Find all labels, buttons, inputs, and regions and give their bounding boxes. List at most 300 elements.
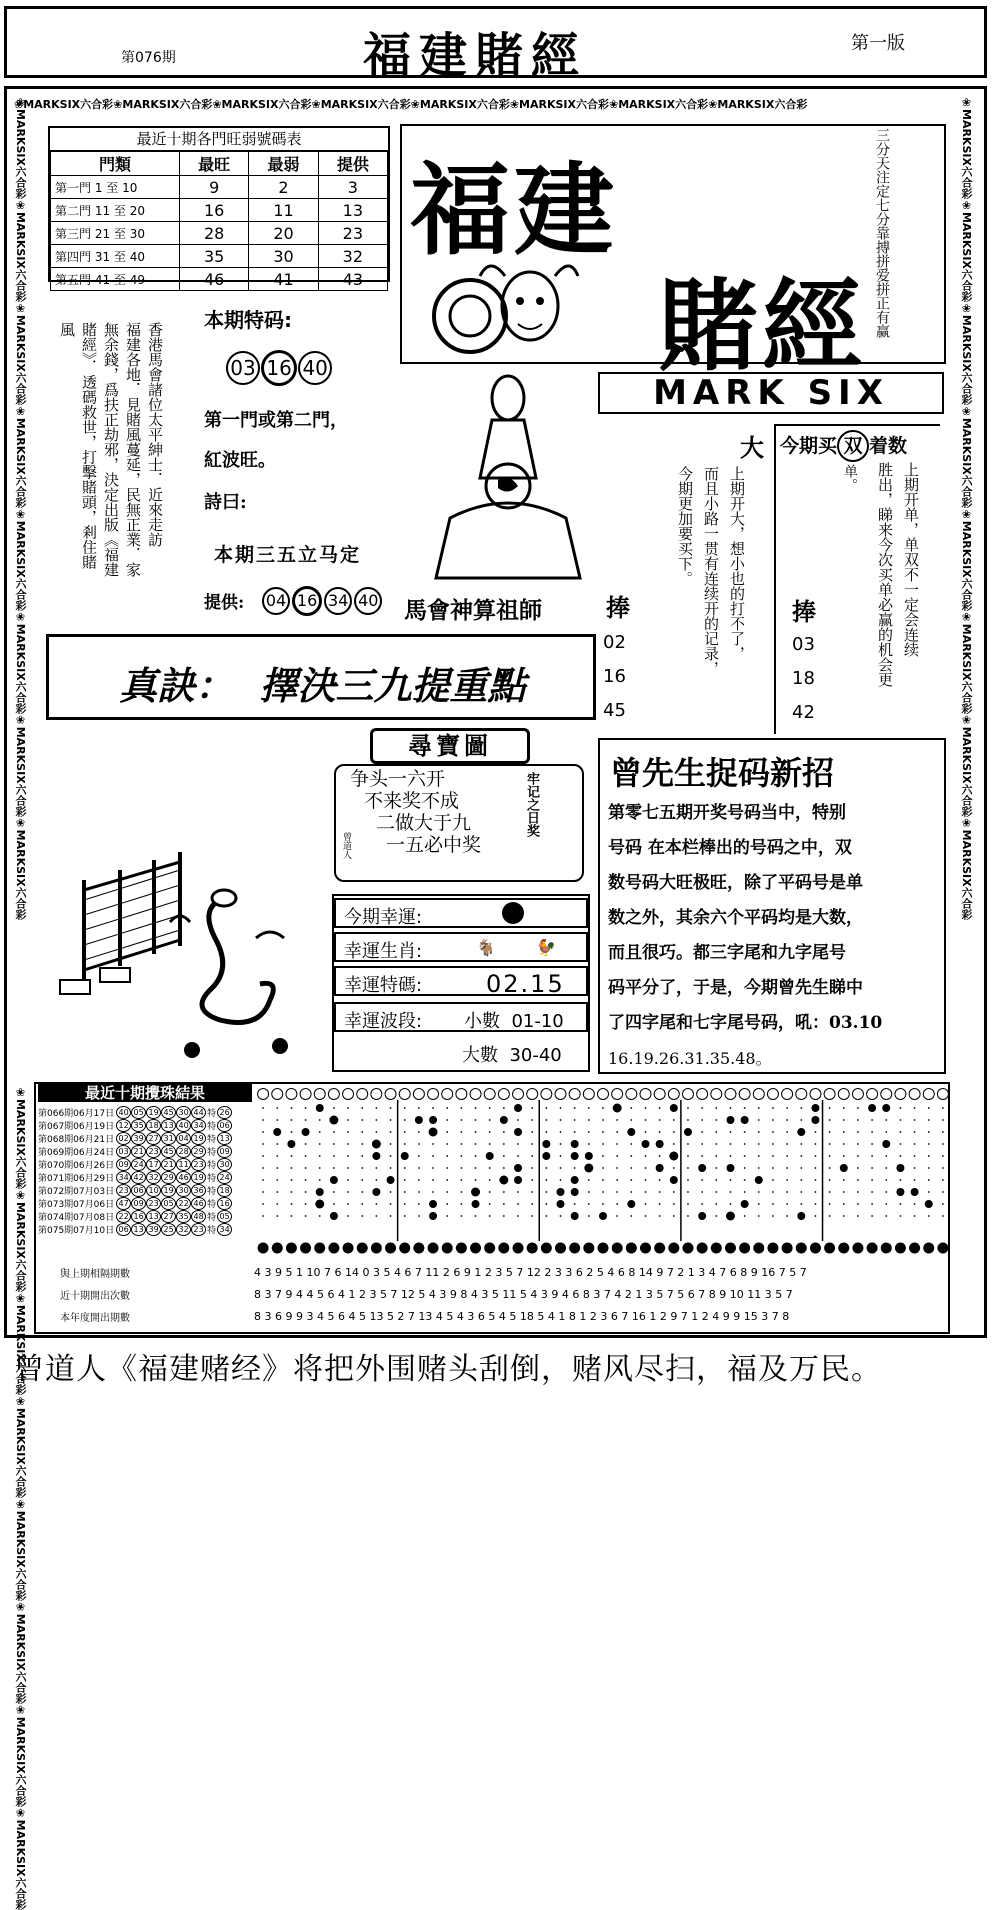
hit-dot — [882, 1140, 890, 1148]
results-table — [38, 1106, 232, 1236]
grid-dot — [857, 1107, 859, 1109]
grid-dot — [914, 1155, 916, 1157]
number-header-circle — [923, 1089, 934, 1100]
result-number: 03 — [116, 1145, 131, 1158]
result-number: 27 — [161, 1210, 176, 1223]
number-footer-circle — [598, 1243, 609, 1254]
grid-dot — [489, 1107, 491, 1109]
grid-dot — [829, 1155, 831, 1157]
grid-dot — [630, 1191, 632, 1193]
grid-dot — [758, 1203, 760, 1205]
hit-dot — [330, 1176, 338, 1184]
number-header-circle — [527, 1089, 538, 1100]
grid-dot — [262, 1107, 264, 1109]
gate-name: 第一門 — [55, 180, 92, 195]
grid-dot — [291, 1215, 293, 1217]
stat-row: 8 3 7 9 4 4 5 6 4 1 2 3 5 7 12 5 4 3 9 8 4 3 5 11 5 4 3 9 4 6 8 3 7 4 2 1 3 5 7 5 6 7 8 9 10 11 3 5 7 — [254, 1288, 793, 1301]
col-header: 最弱 — [249, 152, 318, 176]
number-footer-circle — [697, 1243, 708, 1254]
grid-dot — [758, 1119, 760, 1121]
grid-dot — [772, 1155, 774, 1157]
grid-dot — [616, 1167, 618, 1169]
grid-dot — [630, 1179, 632, 1181]
gate-max: 35 — [180, 245, 249, 268]
zeng-line: 号码 在本栏棒出的号码之中，双 — [608, 838, 852, 858]
special-number: 24 — [217, 1171, 232, 1184]
grid-dot — [347, 1191, 349, 1193]
gates-table-box — [48, 126, 390, 289]
result-number: 32 — [176, 1223, 191, 1236]
grid-dot — [262, 1155, 264, 1157]
grid-dot — [730, 1155, 732, 1157]
grid-dot — [630, 1107, 632, 1109]
grid-dot — [744, 1131, 746, 1133]
grid-dot — [630, 1215, 632, 1217]
grid-dot — [871, 1215, 873, 1217]
grid-dot — [305, 1119, 307, 1121]
right-pick-label: 捧 — [792, 597, 816, 626]
grid-dot — [418, 1107, 420, 1109]
grid-dot — [758, 1131, 760, 1133]
edition-label: 第一版 — [851, 33, 905, 54]
grid-dot — [276, 1191, 278, 1193]
number-footer-circle — [442, 1243, 453, 1254]
number-header-circle — [838, 1089, 849, 1100]
grid-dot — [319, 1179, 321, 1181]
marksix-logo: MARK SIX — [598, 372, 944, 414]
zeng-text — [608, 796, 882, 1076]
grid-dot — [885, 1131, 887, 1133]
grid-dot — [616, 1119, 618, 1121]
grid-dot — [517, 1119, 519, 1121]
special-hit-dot — [471, 1188, 480, 1197]
pick-label: 捧 — [606, 593, 630, 622]
grid-dot — [928, 1179, 930, 1181]
result-number: 21 — [131, 1145, 146, 1158]
banner-title-dujing: 賭經 — [658, 267, 866, 385]
result-number: 09 — [131, 1197, 146, 1210]
number-footer-circle — [909, 1243, 920, 1254]
result-number: 46 — [191, 1197, 206, 1210]
grid-dot — [404, 1131, 406, 1133]
result-number: 24 — [131, 1158, 146, 1171]
zeng-line: 数号码大旺极旺，除了平码号是单 — [608, 873, 863, 893]
grid-dot — [602, 1107, 604, 1109]
grid-dot — [758, 1107, 760, 1109]
grid-dot — [588, 1215, 590, 1217]
grid-dot — [347, 1143, 349, 1145]
result-number: 19 — [146, 1106, 161, 1119]
gates-table — [50, 151, 388, 291]
grid-dot — [404, 1215, 406, 1217]
table-row — [51, 199, 388, 222]
special-mark: 特 — [207, 1135, 217, 1145]
lucky-row — [334, 1038, 588, 1068]
grid-dot — [885, 1215, 887, 1217]
grid-dot — [361, 1131, 363, 1133]
grid-dot — [531, 1179, 533, 1181]
gate-provide: 13 — [318, 199, 387, 222]
grid-dot — [715, 1179, 717, 1181]
grid-dot — [786, 1155, 788, 1157]
number-footer-circle — [399, 1243, 410, 1254]
hit-dot — [316, 1188, 324, 1196]
gate-provide: 3 — [318, 176, 387, 199]
grid-dot — [857, 1179, 859, 1181]
grid-dot — [489, 1131, 491, 1133]
pick-number: 16 — [603, 666, 626, 687]
hit-dot — [571, 1212, 579, 1220]
number-header-circle — [385, 1089, 396, 1100]
master-figure-illustration — [420, 368, 590, 590]
results-title: 最近十期攪珠結果 — [38, 1084, 252, 1102]
result-number: 29 — [161, 1171, 176, 1184]
hit-dot — [741, 1116, 749, 1124]
grid-dot — [645, 1155, 647, 1157]
hit-dot — [557, 1200, 565, 1208]
gate-min: 41 — [249, 268, 318, 291]
grid-dot — [616, 1143, 618, 1145]
grid-dot — [843, 1131, 845, 1133]
grid-dot — [772, 1179, 774, 1181]
gate-name: 第三門 — [55, 226, 92, 241]
grid-dot — [815, 1203, 817, 1205]
grid-dot — [333, 1143, 335, 1145]
grid-dot — [786, 1143, 788, 1145]
grid-dot — [517, 1155, 519, 1157]
goat-icon: 🐐 — [476, 938, 496, 957]
number-footer-circle — [583, 1243, 594, 1254]
truth-text: 真訣： 擇決三九提重點 — [119, 663, 526, 708]
result-number: 30 — [176, 1184, 191, 1197]
hit-dot — [429, 1116, 437, 1124]
grid-dot — [305, 1143, 307, 1145]
number-footer-circle — [541, 1243, 552, 1254]
gate-min: 30 — [249, 245, 318, 268]
grid-dot — [361, 1203, 363, 1205]
grid-dot — [885, 1179, 887, 1181]
number-footer-circle — [569, 1243, 580, 1254]
result-number: 27 — [146, 1132, 161, 1145]
grid-dot — [800, 1119, 802, 1121]
grid-dot — [574, 1167, 576, 1169]
marksix-strip-left: ❀MARKSIX六合彩❀MARKSIX六合彩❀MARKSIX六合彩❀MARKSIX六合彩❀MARKSIX六合彩❀MARKSIX六合彩❀MARKSIX六合彩❀MARKSIX六合彩 — [14, 96, 27, 920]
special-mark: 特 — [207, 1122, 217, 1132]
result-number: 04 — [176, 1132, 191, 1145]
grid-dot — [885, 1119, 887, 1121]
grid-dot — [673, 1203, 675, 1205]
grid-dot — [758, 1167, 760, 1169]
hit-dot — [684, 1128, 692, 1136]
grid-dot — [517, 1215, 519, 1217]
number-header-circle — [343, 1089, 354, 1100]
treasure-line: 二做大于九 — [376, 812, 472, 834]
treasure-scroll — [334, 764, 584, 882]
grid-dot — [305, 1203, 307, 1205]
grid-dot — [744, 1167, 746, 1169]
grid-dot — [475, 1167, 477, 1169]
gate-max: 46 — [180, 268, 249, 291]
grid-dot — [333, 1155, 335, 1157]
gate-range: 11 至 20 — [94, 203, 146, 218]
hit-dot — [670, 1176, 678, 1184]
masthead — [4, 6, 987, 84]
number-footer-circle — [328, 1243, 339, 1254]
grid-dot — [914, 1203, 916, 1205]
issue-number: 第076期 — [121, 50, 176, 66]
number-header-circle — [541, 1089, 552, 1100]
hit-dot — [514, 1176, 522, 1184]
hit-dot — [429, 1200, 437, 1208]
grid-dot — [942, 1191, 944, 1193]
grid-dot — [942, 1179, 944, 1181]
number-header-circle — [470, 1089, 481, 1100]
special-hit-dot — [429, 1128, 438, 1137]
snake-fence-illustration — [40, 770, 330, 1070]
grid-dot — [602, 1131, 604, 1133]
number-header-circle — [498, 1089, 509, 1100]
special-mark: 特 — [207, 1187, 217, 1197]
number-footer-circle — [881, 1243, 892, 1254]
grid-dot — [914, 1119, 916, 1121]
slogan-line: 爱拼正有赢 — [874, 268, 890, 338]
grid-dot — [800, 1107, 802, 1109]
grid-dot — [361, 1143, 363, 1145]
table-row — [38, 1132, 232, 1145]
grid-dot — [602, 1203, 604, 1205]
grid-dot — [914, 1131, 916, 1133]
result-number: 10 — [146, 1184, 161, 1197]
right-column-sub: 单。 — [842, 464, 858, 492]
grid-dot — [829, 1191, 831, 1193]
number-footer-circle — [796, 1243, 807, 1254]
number-header-circle — [782, 1089, 793, 1100]
number-footer-circle — [626, 1243, 637, 1254]
grid-dot — [659, 1191, 661, 1193]
grid-dot — [446, 1143, 448, 1145]
special-mark: 特 — [207, 1226, 217, 1236]
hit-dot — [316, 1104, 324, 1112]
special-hit-dot — [372, 1140, 381, 1149]
result-number: 29 — [191, 1145, 206, 1158]
gate-max: 16 — [180, 199, 249, 222]
grid-dot — [574, 1131, 576, 1133]
grid-dot — [871, 1179, 873, 1181]
truth-box — [46, 634, 596, 720]
zeng-line: 第零七五期开奖号码当中，特别 — [608, 803, 846, 823]
gate-range: 21 至 30 — [94, 226, 146, 241]
grid-dot — [531, 1107, 533, 1109]
hit-dot — [542, 1152, 550, 1160]
gate-range: 1 至 10 — [94, 180, 138, 195]
grid-dot — [871, 1167, 873, 1169]
grid-dot — [857, 1215, 859, 1217]
number-header-circle — [739, 1089, 750, 1100]
grid-dot — [503, 1155, 505, 1157]
grid-dot — [574, 1119, 576, 1121]
grid-dot — [715, 1215, 717, 1217]
special-mark: 特 — [207, 1161, 217, 1171]
right-column-text — [872, 462, 924, 732]
gate-min: 2 — [249, 176, 318, 199]
number-footer-circle — [286, 1243, 297, 1254]
number-header-circle — [328, 1089, 339, 1100]
right-column-box — [774, 424, 940, 734]
result-number: 34 — [191, 1119, 206, 1132]
special-code-line1: 第一門或第二門， — [204, 410, 348, 431]
gate-max: 9 — [180, 176, 249, 199]
grid-dot — [701, 1179, 703, 1181]
grid-dot — [616, 1191, 618, 1193]
grid-dot — [942, 1119, 944, 1121]
grid-dot — [560, 1179, 562, 1181]
grid-dot — [687, 1143, 689, 1145]
grid-dot — [645, 1203, 647, 1205]
provide-number: 04 — [262, 587, 290, 615]
result-number: 40 — [176, 1119, 191, 1132]
grid-dot — [829, 1167, 831, 1169]
table-row — [38, 1106, 232, 1119]
grid-dot — [291, 1119, 293, 1121]
number-header-circle — [725, 1089, 736, 1100]
number-header-circle — [413, 1089, 424, 1100]
grid-dot — [390, 1143, 392, 1145]
right-title-pre: 今期买 — [780, 435, 838, 457]
grid-dot — [645, 1131, 647, 1133]
hit-dot — [302, 1128, 310, 1136]
special-number: 03 — [226, 351, 260, 385]
grid-dot — [545, 1119, 547, 1121]
hit-dot — [868, 1104, 876, 1112]
grid-dot — [786, 1215, 788, 1217]
grid-dot — [786, 1107, 788, 1109]
special-mark: 特 — [207, 1213, 217, 1223]
period-label: 第071期06月29日 — [38, 1174, 115, 1184]
grid-dot — [659, 1215, 661, 1217]
result-number: 06 — [131, 1184, 146, 1197]
grid-dot — [914, 1215, 916, 1217]
grid-dot — [630, 1155, 632, 1157]
grid-dot — [871, 1203, 873, 1205]
grid-dot — [305, 1215, 307, 1217]
grid-dot — [446, 1107, 448, 1109]
hit-dot — [627, 1200, 635, 1208]
result-number: 02 — [116, 1132, 131, 1145]
grid-dot — [772, 1191, 774, 1193]
stat-label: 本年度開出期數 — [60, 1313, 130, 1324]
intro-line: 無余錢，爲扶正劫邪，決定出版《福建 — [102, 322, 120, 577]
grid-dot — [574, 1203, 576, 1205]
grid-dot — [333, 1203, 335, 1205]
pick-numbers — [603, 626, 626, 728]
grid-dot — [928, 1191, 930, 1193]
grid-dot — [291, 1107, 293, 1109]
result-number: 23 — [191, 1158, 206, 1171]
grid-dot — [276, 1203, 278, 1205]
lucky-label: 今期幸運: — [344, 907, 423, 928]
treasure-line: 不来奖不成 — [364, 790, 460, 812]
grid-dot — [630, 1167, 632, 1169]
grid-dot — [701, 1119, 703, 1121]
grid-dot — [446, 1155, 448, 1157]
result-number: 19 — [191, 1171, 206, 1184]
grid-dot — [588, 1107, 590, 1109]
grid-dot — [489, 1167, 491, 1169]
grid-dot — [375, 1131, 377, 1133]
number-footer-circle — [824, 1243, 835, 1254]
number-header-circle — [711, 1089, 722, 1100]
grid-dot — [730, 1131, 732, 1133]
number-footer-circle — [838, 1243, 849, 1254]
hit-dot — [557, 1188, 565, 1196]
grid-dot — [489, 1215, 491, 1217]
grid-dot — [815, 1167, 817, 1169]
number-header-circle — [796, 1089, 807, 1100]
provide-number: 16 — [292, 586, 322, 616]
grid-dot — [503, 1215, 505, 1217]
grid-dot — [446, 1179, 448, 1181]
grid-dot — [305, 1179, 307, 1181]
grid-dot — [347, 1107, 349, 1109]
grid-dot — [489, 1143, 491, 1145]
lucky-ball-icon — [502, 902, 524, 924]
lucky-row — [334, 898, 588, 928]
grid-dot — [843, 1155, 845, 1157]
pick-number: 02 — [603, 632, 626, 653]
grid-dot — [390, 1203, 392, 1205]
special-number: 16 — [217, 1197, 232, 1210]
number-header-circle — [654, 1089, 665, 1100]
grid-dot — [475, 1143, 477, 1145]
zeng-line: 而且很巧。都三字尾和九字尾号 — [608, 943, 846, 963]
grid-dot — [942, 1143, 944, 1145]
result-number: 12 — [116, 1119, 131, 1132]
result-number: 11 — [176, 1158, 191, 1171]
grid-dot — [560, 1215, 562, 1217]
middle-line: 今期更加要买下。 — [676, 466, 694, 586]
grid-dot — [361, 1179, 363, 1181]
number-footer-circle — [470, 1243, 481, 1254]
lucky-label: 幸運波段: — [344, 1011, 423, 1032]
number-footer-circle — [314, 1243, 325, 1254]
grid-dot — [673, 1215, 675, 1217]
number-footer-circle — [456, 1243, 467, 1254]
grid-dot — [503, 1167, 505, 1169]
grid-dot — [942, 1107, 944, 1109]
table-row — [38, 1210, 232, 1223]
number-footer-circle — [612, 1243, 623, 1254]
result-number: 48 — [191, 1210, 206, 1223]
grid-dot — [446, 1131, 448, 1133]
grid-dot — [772, 1215, 774, 1217]
grid-dot — [616, 1179, 618, 1181]
grid-dot — [715, 1131, 717, 1133]
grid-dot — [602, 1155, 604, 1157]
marksix-strip-right: ❀MARKSIX六合彩❀MARKSIX六合彩❀MARKSIX六合彩❀MARKSIX六合彩❀MARKSIX六合彩❀MARKSIX六合彩❀MARKSIX六合彩❀MARKSIX六合彩 — [960, 96, 973, 920]
grid-dot — [843, 1179, 845, 1181]
grid-dot — [616, 1155, 618, 1157]
result-number: 42 — [131, 1171, 146, 1184]
grid-dot — [276, 1155, 278, 1157]
grid-dot — [404, 1203, 406, 1205]
hit-dot — [797, 1128, 805, 1136]
grid-dot — [432, 1107, 434, 1109]
special-mark: 特 — [207, 1174, 217, 1184]
grid-dot — [786, 1191, 788, 1193]
period-label: 第072期07月03日 — [38, 1187, 115, 1197]
grid-dot — [446, 1215, 448, 1217]
grid-dot — [659, 1155, 661, 1157]
